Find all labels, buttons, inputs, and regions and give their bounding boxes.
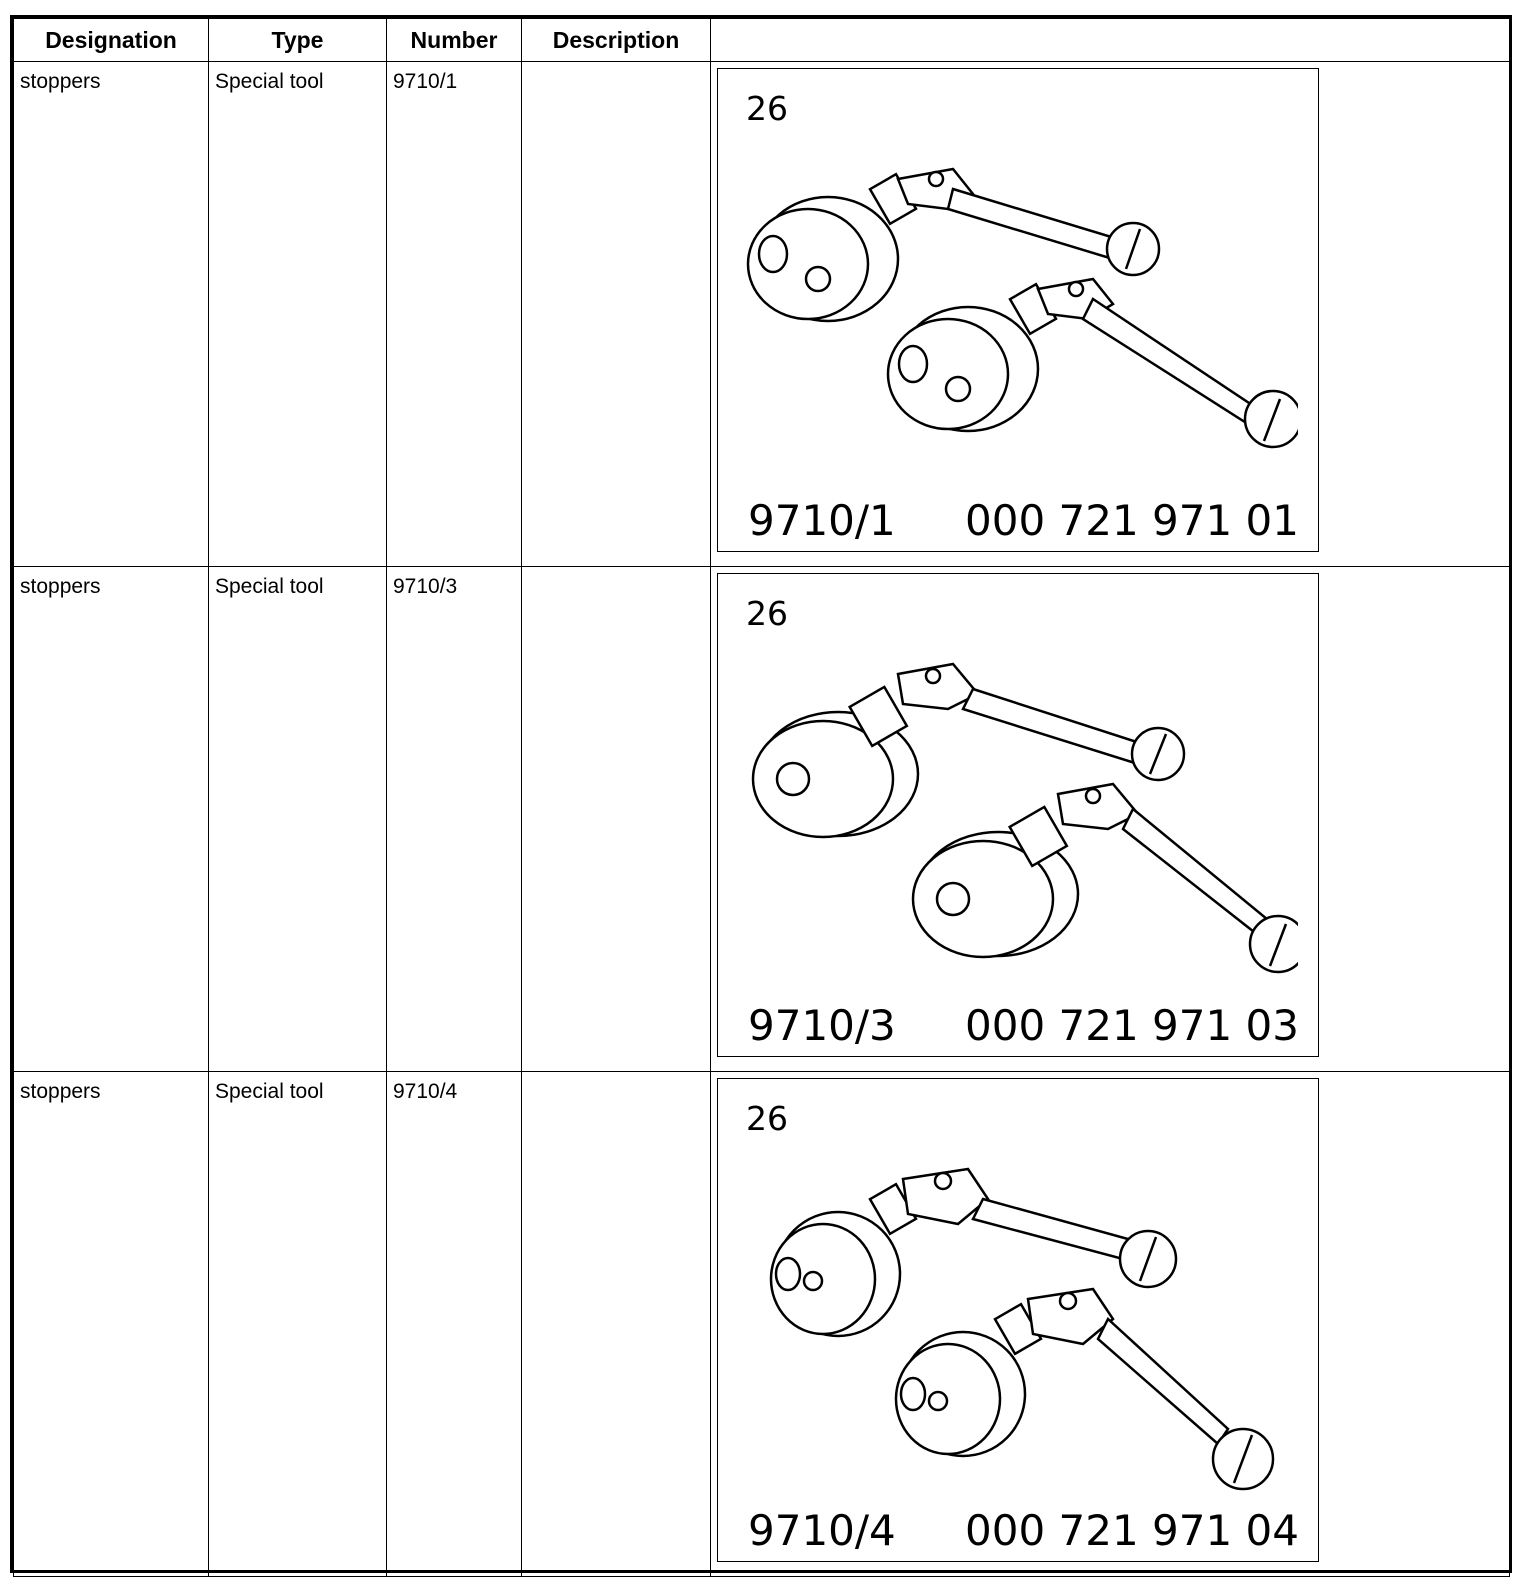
stopper-tool-drawing <box>738 149 1298 489</box>
figure-label: 26 <box>746 1099 788 1138</box>
header-image <box>711 19 1510 62</box>
stopper-tool-drawing <box>738 1159 1298 1519</box>
cell-description <box>522 62 711 567</box>
figure-tool-code: 9710/3 <box>748 1001 896 1050</box>
figure-tool-code: 9710/4 <box>748 1506 896 1555</box>
cell-number: 9710/1 <box>387 62 522 567</box>
figure-tool-code: 9710/1 <box>748 496 896 545</box>
cell-type: Special tool <box>209 567 387 1072</box>
tool-figure <box>717 68 1319 552</box>
cell-designation: stoppers <box>14 567 209 1072</box>
tool-figure <box>717 1078 1319 1562</box>
tool-figure <box>717 573 1319 1057</box>
cell-description <box>522 567 711 1072</box>
cell-figure <box>711 62 1510 567</box>
tools-table-frame <box>10 15 1512 1573</box>
figure-label: 26 <box>746 594 788 633</box>
special-tools-table <box>13 18 1510 1577</box>
figure-part-number: 000 721 971 03 <box>965 1001 1299 1050</box>
table-row <box>14 567 1510 1072</box>
cell-type: Special tool <box>209 1072 387 1577</box>
cell-designation: stoppers <box>14 62 209 567</box>
stopper-tool-drawing <box>738 654 1298 994</box>
cell-description <box>522 1072 711 1577</box>
figure-part-number: 000 721 971 01 <box>965 496 1299 545</box>
cell-type: Special tool <box>209 62 387 567</box>
figure-part-number: 000 721 971 04 <box>965 1506 1299 1555</box>
cell-number: 9710/3 <box>387 567 522 1072</box>
cell-figure <box>711 1072 1510 1577</box>
table-row <box>14 1072 1510 1577</box>
header-description: Description <box>522 19 711 62</box>
header-number: Number <box>387 19 522 62</box>
header-designation: Designation <box>14 19 209 62</box>
figure-label: 26 <box>746 89 788 128</box>
cell-number: 9710/4 <box>387 1072 522 1577</box>
header-row <box>14 19 1510 62</box>
cell-designation: stoppers <box>14 1072 209 1577</box>
table-row <box>14 62 1510 567</box>
header-type: Type <box>209 19 387 62</box>
cell-figure <box>711 567 1510 1072</box>
